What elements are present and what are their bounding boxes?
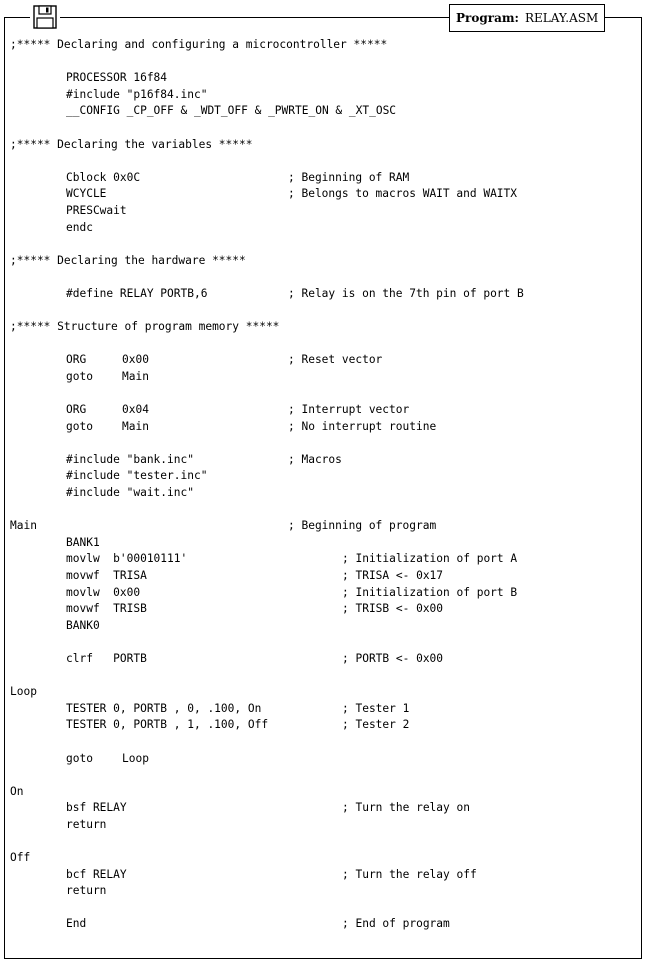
code-line [10, 103, 635, 120]
code-line [10, 601, 635, 618]
code-line [10, 701, 635, 718]
code-line [10, 585, 635, 602]
code-line [10, 684, 635, 701]
code-comment: ; Macros [288, 452, 342, 466]
code-comment: ; Initialization of port A [342, 552, 518, 566]
code-line [10, 236, 635, 253]
code-instruction: movwf TRISB [66, 602, 147, 616]
code-label: ;***** Declaring and configuring a microcontroller ***** [10, 38, 388, 51]
code-instruction: goto [66, 369, 93, 383]
code-line [10, 452, 635, 469]
code-line [10, 568, 635, 585]
code-line [10, 767, 635, 784]
code-line [10, 734, 635, 751]
code-instruction: WCYCLE [66, 187, 107, 201]
code-instruction: __CONFIG _CP_OFF & _WDT_OFF & _PWRTE_ON & _XT_OSC [66, 104, 397, 118]
code-instruction: bsf RELAY [66, 801, 127, 815]
code-label: Main [10, 519, 37, 533]
code-line [10, 817, 635, 834]
code-instruction: ORG [66, 403, 87, 417]
code-comment: ; Relay is on the 7th pin of port B [288, 286, 524, 300]
code-label: On [10, 784, 24, 798]
code-line [10, 867, 635, 884]
program-title [449, 4, 605, 32]
code-label: ;***** Declaring the variables ***** [10, 137, 253, 151]
code-comment: ; Beginning of program [288, 519, 437, 533]
code-line [10, 751, 635, 768]
code-comment: ; TRISB <- 0x00 [342, 602, 444, 616]
code-comment: ; Reset vector [288, 353, 383, 367]
code-line [10, 203, 635, 220]
code-line [10, 87, 635, 104]
code-instruction: BANK1 [66, 535, 100, 549]
code-instruction: PRESCwait [66, 203, 127, 217]
code-comment: ; Interrupt vector [288, 403, 410, 417]
code-line [10, 220, 635, 237]
code-instruction: TESTER 0, PORTB , 0, .100, On [66, 701, 262, 715]
code-instruction: #include "wait.inc" [66, 486, 194, 500]
code-line [10, 385, 635, 402]
code-line [10, 535, 635, 552]
code-label: Loop [10, 685, 37, 699]
code-line [10, 170, 635, 187]
code-instruction: movlw 0x00 [66, 585, 141, 599]
code-comment: ; End of program [342, 917, 450, 931]
code-line [10, 468, 635, 485]
code-line [10, 634, 635, 651]
code-line [10, 502, 635, 519]
code-instruction: #include "bank.inc" [66, 452, 194, 466]
code-instruction: TESTER 0, PORTB , 1, .100, Off [66, 718, 269, 732]
code-line [10, 369, 635, 386]
code-line [10, 286, 635, 303]
code-line [10, 784, 635, 801]
code-line [10, 303, 635, 320]
code-label: ;***** Declaring the hardware ***** [10, 253, 246, 267]
code-argument: Main [122, 419, 149, 433]
floppy-disk-icon [30, 4, 60, 30]
code-line [10, 186, 635, 203]
code-instruction: End [66, 917, 87, 931]
code-instruction: return [66, 884, 107, 898]
code-instruction: #define RELAY PORTB,6 [66, 286, 208, 300]
code-instruction: movwf TRISA [66, 569, 147, 582]
code-line [10, 668, 635, 685]
code-line [10, 916, 635, 933]
code-line [10, 153, 635, 170]
code-line [10, 551, 635, 568]
code-comment: ; PORTB <- 0x00 [342, 651, 444, 665]
code-argument: Loop [122, 751, 149, 765]
code-line [10, 419, 635, 436]
code-instruction: bcf RELAY [66, 867, 127, 881]
code-instruction: endc [66, 220, 93, 234]
code-comment: ; Initialization of port B [342, 585, 518, 599]
code-line [10, 900, 635, 917]
code-listing [10, 37, 635, 933]
code-label: Off [10, 851, 31, 865]
program-filename: RELAY.ASM [524, 11, 599, 25]
program-label: Program: [456, 11, 519, 25]
code-comment: ; No interrupt routine [288, 419, 437, 433]
code-comment: ; Turn the relay on [342, 801, 470, 815]
code-line [10, 319, 635, 336]
code-instruction: Cblock 0x0C [66, 170, 141, 184]
code-comment: ; Belongs to macros WAIT and WAITX [288, 187, 518, 201]
code-line [10, 651, 635, 668]
code-line [10, 717, 635, 734]
code-line [10, 70, 635, 87]
code-instruction: ORG [66, 353, 87, 367]
code-comment: ; Turn the relay off [342, 867, 477, 881]
code-line [10, 352, 635, 369]
code-line [10, 850, 635, 867]
code-instruction: goto [66, 419, 93, 433]
code-label: ;***** Structure of program memory ***** [10, 320, 280, 334]
code-instruction: #include "tester.inc" [66, 469, 208, 483]
code-instruction: PROCESSOR 16f84 [66, 71, 168, 85]
code-line [10, 485, 635, 502]
code-line [10, 37, 635, 54]
code-instruction: goto [66, 751, 93, 765]
code-instruction: clrf PORTB [66, 651, 147, 665]
code-line [10, 618, 635, 635]
code-comment: ; Beginning of RAM [288, 170, 410, 184]
code-argument: Main [122, 369, 149, 383]
code-comment: ; TRISA <- 0x17 [342, 569, 444, 582]
code-instruction: BANK0 [66, 618, 100, 632]
code-line [10, 137, 635, 154]
code-comment: ; Tester 2 [342, 718, 410, 732]
code-line [10, 518, 635, 535]
code-argument: 0x00 [122, 353, 149, 367]
code-line [10, 800, 635, 817]
code-line [10, 435, 635, 452]
code-instruction: movlw b'00010111' [66, 552, 188, 566]
code-instruction: return [66, 817, 107, 831]
code-line [10, 120, 635, 137]
code-line [10, 834, 635, 851]
code-argument: 0x04 [122, 403, 149, 417]
code-comment: ; Tester 1 [342, 701, 410, 715]
code-line [10, 402, 635, 419]
code-line [10, 54, 635, 71]
code-instruction: #include "p16f84.inc" [66, 87, 208, 101]
code-line [10, 269, 635, 286]
code-line [10, 253, 635, 270]
code-line [10, 336, 635, 353]
code-line [10, 883, 635, 900]
